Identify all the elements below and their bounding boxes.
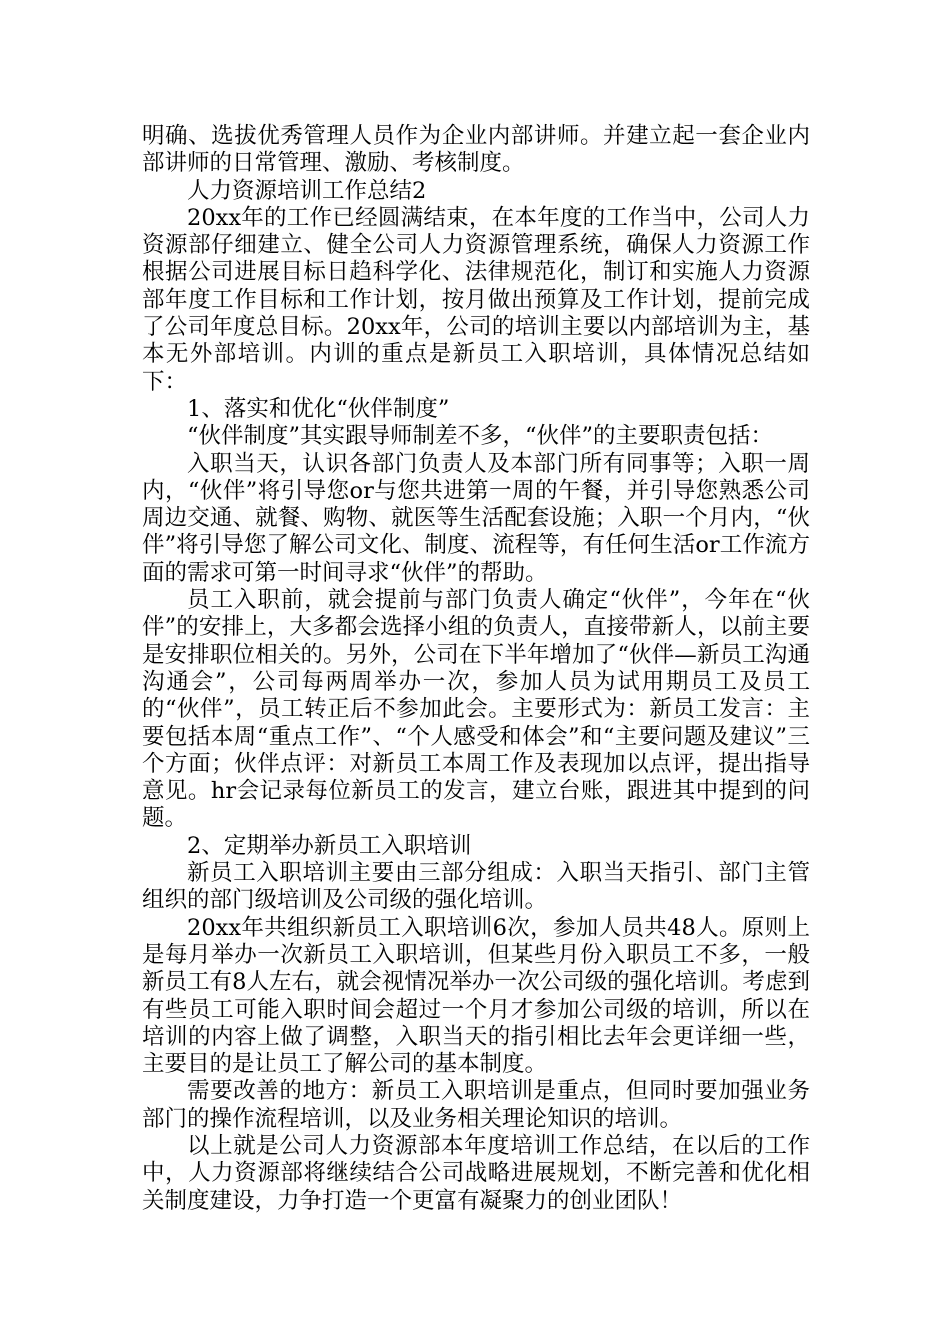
body-paragraph-1: 明确、选拔优秀管理人员作为企业内部讲师。并建立起一套企业内部讲师的日常管理、激励、考核制度。 [142,123,810,177]
section-heading-summary-2: 人力资源培训工作总结2 [187,177,427,204]
subheading-partner-system: 1、落实和优化“伙伴制度” [187,395,450,422]
body-paragraph-6: 新员工入职培训主要由三部分组成：入职当天指引、部门主管组织的部门级培训及公司级的强化培训。 [142,860,810,914]
subheading-onboarding-training: 2、定期举办新员工入职培训 [187,832,472,859]
body-paragraph-9: 以上就是公司人力资源部本年度培训工作总结，在以后的工作中，人力资源部将继续结合公司战略进展规划，不断完善和优化相关制度建设，力争打造一个更富有凝聚力的创业团队！ [142,1132,810,1214]
document-page [142,123,810,1215]
body-paragraph-7: 20xx年共组织新员工入职培训6次，参加人员共48人。原则上是每月举办一次新员工入职培训，但某些月份入职员工不多，一般新员工有8人左右，就会视情况举办一次公司级的强化培训。考虑到有些员工可能入职时间会超过一个月才参加公司级的培训，所以在培训的内容上做了调整，入职当天的指引相比去年会更详细一些，主要目的是让员工了解公司的基本制度。 [142,914,810,1078]
body-paragraph-5: 员工入职前，就会提前与部门负责人确定“伙伴”，今年在“伙伴”的安排上，大多都会选择小组的负责人，直接带新人，以前主要是安排职位相关的。另外，公司在下半年增加了“伙伴—新员工沟通沟通会”，公司每两周举办一次，参加人员为试用期员工及员工的“伙伴”，员工转正后不参加此会。主要形式为：新员工发言：主要包括本周“重点工作”、“个人感受和体会”和“主要问题及建议”三个方面；伙伴点评：对新员工本周工作及表现加以点评，提出指导意见。hr会记录每位新员工的发言，建立台账，跟进其中提到的问题。 [142,587,810,832]
body-paragraph-8: 需要改善的地方：新员工入职培训是重点，但同时要加强业务部门的操作流程培训，以及业务相关理论知识的培训。 [142,1078,810,1132]
body-paragraph-2: 20xx年的工作已经圆满结束，在本年度的工作当中，公司人力资源部仔细建立、健全公司人力资源管理系统，确保人力资源工作根据公司进展目标日趋科学化、法律规范化，制订和实施人力资源部年度工作目标和工作计划，按月做出预算及工作计划，提前完成了公司年度总目标。20xx年，公司的培训主要以内部培训为主，基本无外部培训。内训的重点是新员工入职培训，具体情况总结如下： [142,204,810,395]
body-paragraph-4: 入职当天，认识各部门负责人及本部门所有同事等；入职一周内，“伙伴”将引导您or与您共进第一周的午餐，并引导您熟悉公司周边交通、就餐、购物、就医等生活配套设施；入职一个月内，“伙伴”将引导您了解公司文化、制度、流程等，有任何生活or工作流方面的需求可第一时间寻求“伙伴”的帮助。 [142,450,810,586]
body-paragraph-3: “伙伴制度”其实跟导师制差不多，“伙伴”的主要职责包括： [187,423,774,450]
